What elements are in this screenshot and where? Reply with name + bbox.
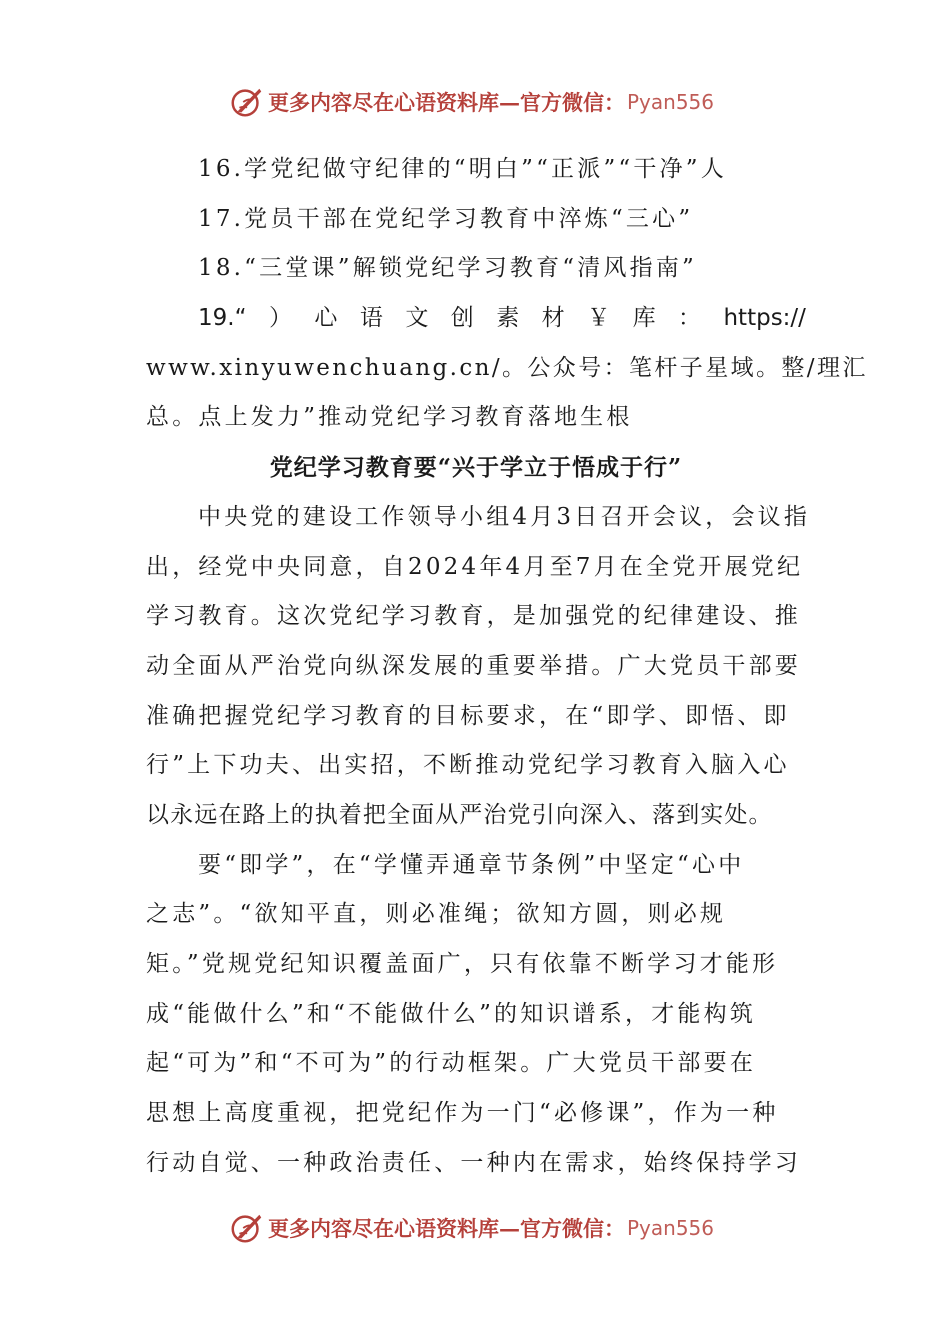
item19-token: 库 <box>632 305 656 332</box>
paragraph-line: 学习教育。这次党纪学习教育，是加强党的纪律建设、推 <box>146 603 801 630</box>
list-item-19-line-3: 总。点上发力”推动党纪学习教育落地生根 <box>146 404 633 431</box>
item19-token: 19.“ <box>198 305 247 332</box>
paragraph-line: 动全面从严治党向纵深发展的重要举措。广大党员干部要 <box>146 652 801 679</box>
paragraph-line: 中央党的建设工作领导小组4月3日召开会议，会议指 <box>198 503 811 530</box>
item19-token: 语 <box>359 305 383 332</box>
item19-token: ） <box>268 305 292 332</box>
item19-token: 心 <box>314 305 338 332</box>
item19-url-start: https:// <box>723 305 806 332</box>
banner-wechat-id: Pyan556 <box>627 90 715 114</box>
item19-token: 文 <box>405 305 429 332</box>
paragraph-line: 起“可为”和“不可为”的行动框架。广大党员干部要在 <box>146 1050 757 1077</box>
item19-token: ￥ <box>587 305 611 332</box>
paragraph-line: 准确把握党纪学习教育的目标要求，在“即学、即悟、即 <box>146 702 790 729</box>
list-item-18: 18.“三堂课”解锁党纪学习教育“清风指南” <box>198 255 698 282</box>
list-item-17: 17.党员干部在党纪学习教育中淬炼“三心” <box>198 205 694 232</box>
header-watermark-banner <box>228 82 714 122</box>
document-body <box>146 145 868 1188</box>
paragraph-line: 思想上高度重视，把党纪作为一门“必修课”，作为一种 <box>146 1100 779 1127</box>
banner-text: 更多内容尽在心语资料库—官方微信： <box>268 90 625 115</box>
paragraph-line: 之志”。“欲知平直，则必准绳；欲知方圆，则必规 <box>146 901 727 928</box>
quill-logo-icon <box>228 1209 266 1247</box>
banner-wechat-id: Pyan556 <box>627 1216 715 1240</box>
list-item-16: 16.学党纪做守纪律的“明白”“正派”“干净”人 <box>198 156 727 182</box>
item19-token: 创 <box>450 305 474 332</box>
banner-text: 更多内容尽在心语资料库—官方微信： <box>268 1216 625 1241</box>
list-item-19-line-2: www.xinyuwenchuang.cn/。公众号：笔杆子星域。整/理汇 <box>146 354 868 381</box>
paragraph-line: 出，经党中央同意，自2024年4月至7月在全党开展党纪 <box>146 553 804 580</box>
footer-watermark-banner <box>228 1208 714 1248</box>
paragraph-line: 以永远在路上的执着把全面从严治党引向深入、落到实处。 <box>146 801 773 828</box>
quill-logo-icon <box>228 83 266 121</box>
paragraph-line: 行动自觉、一种政治责任、一种内在需求，始终保持学习 <box>146 1149 801 1176</box>
list-item-19-line-1 <box>146 294 806 344</box>
item19-token: 素 <box>496 305 520 332</box>
paragraph-line: 行”上下功夫、出实招，不断推动党纪学习教育入脑入心 <box>146 752 790 779</box>
paragraph-line: 矩。”党规党纪知识覆盖面广，只有依靠不断学习才能形 <box>146 951 779 977</box>
paragraph-line: 要“即学”，在“学懂弄通章节条例”中坚定“心中 <box>198 851 745 878</box>
paragraph-line: 成“能做什么”和“不能做什么”的知识谱系，才能构筑 <box>146 1000 757 1027</box>
item19-token: 材 <box>541 305 565 332</box>
section-heading: 党纪学习教育要“兴于学立于悟成于行” <box>269 454 683 482</box>
item19-token: ： <box>678 305 702 332</box>
